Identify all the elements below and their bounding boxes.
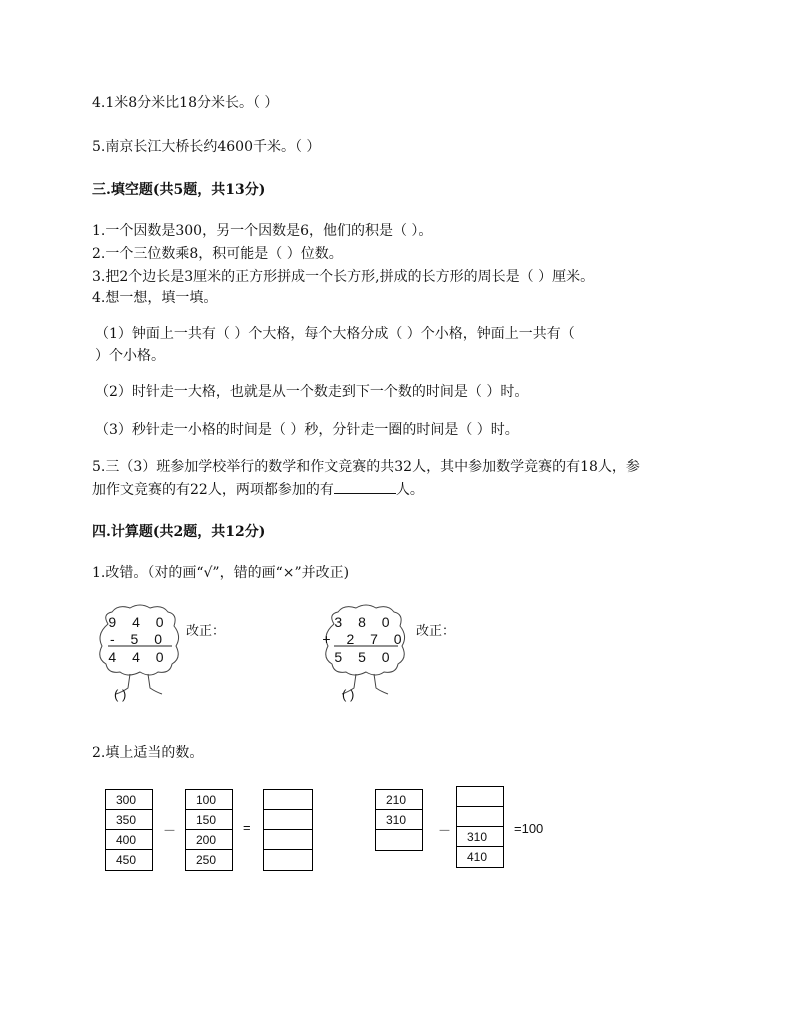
number-cell: 310 xyxy=(457,827,503,847)
fill-question-4: 4.想一想，填一填。 xyxy=(92,290,218,306)
fill-question-5b-text: 加作文竞赛的有22人，两项都参加的有 xyxy=(92,482,334,498)
error-tree-1 xyxy=(96,604,182,704)
answer-cell[interactable] xyxy=(264,850,312,870)
equals-sign: = xyxy=(243,820,251,835)
number-cell: 450 xyxy=(116,853,137,867)
tree2-answer-paren[interactable]: ( ) xyxy=(342,687,355,702)
answer-blank[interactable] xyxy=(334,481,396,494)
answer-cell[interactable] xyxy=(457,787,503,807)
answer-cell[interactable] xyxy=(457,807,503,827)
answer-cell[interactable] xyxy=(264,830,312,850)
fill-question-3: 3.把2个边长是3厘米的正方形拼成一个长方形,拼成的长方形的周长是（ ）厘米。 xyxy=(92,269,595,285)
fill-question-5b-suffix: 人。 xyxy=(395,482,424,498)
fill-question-2: 2.一个三位数乘8，积可能是（ ）位数。 xyxy=(92,246,343,262)
tree2-mid: + 2 7 0 xyxy=(322,631,408,647)
fill-question-5b xyxy=(92,481,424,499)
fill-question-4-3: （3）秒针走一小格的时间是（ ）秒，分针走一圈的时间是（ ）时。 xyxy=(95,422,519,438)
number-cell: 100 xyxy=(186,790,232,810)
judge-question-4: 4.1米8分米比18分米长。（ ） xyxy=(92,95,279,111)
section3-heading: 三.填空题(共5题，共13分) xyxy=(92,182,266,198)
answer-column-1[interactable] xyxy=(263,789,313,871)
tree2-bottom: 5 5 0 xyxy=(334,649,396,665)
number-column-2 xyxy=(185,789,233,871)
fill-question-5a: 5.三（3）班参加学校举行的数学和作文竞赛的共32人，其中参加数学竞赛的有18人，参 xyxy=(92,459,640,475)
number-column-1 xyxy=(105,789,153,871)
tree1-mid: - 5 0 xyxy=(109,631,168,647)
number-cell: 250 xyxy=(196,853,217,867)
minus-sign-2: － xyxy=(438,823,452,838)
equals-result: =100 xyxy=(514,821,544,836)
section4-heading: 四.计算题(共2题，共12分) xyxy=(92,524,266,540)
number-column-4 xyxy=(375,789,423,851)
fix-label-2: 改正： xyxy=(416,624,456,639)
fill-question-4-2: （2）时针走一大格，也就是从一个数走到下一个数的时间是（ ）时。 xyxy=(95,384,529,400)
tree1-answer-paren[interactable]: ( ) xyxy=(114,687,127,702)
number-cell: 350 xyxy=(106,810,152,830)
error-tree-2 xyxy=(322,604,408,704)
number-cell: 310 xyxy=(376,810,422,830)
number-cell: 300 xyxy=(106,790,152,810)
fix-label-1: 改正： xyxy=(186,624,226,639)
answer-cell[interactable] xyxy=(264,790,312,810)
answer-cell[interactable] xyxy=(264,810,312,830)
minus-sign-1: － xyxy=(163,823,177,838)
judge-question-5: 5.南京长江大桥长约4600千米。（ ） xyxy=(92,139,321,155)
number-cell: 200 xyxy=(186,830,232,850)
calc-question-2: 2.填上适当的数。 xyxy=(92,745,204,761)
calc-question-1: 1.改错。（对的画“√”，错的画“×”并改正) xyxy=(92,565,350,581)
fill-question-4-1b: ）个小格。 xyxy=(95,348,165,364)
fill-question-4-1a: （1）钟面上一共有（ ）个大格，每个大格分成（ ）个小格，钟面上一共有（ xyxy=(95,326,575,342)
number-cell: 210 xyxy=(376,790,422,810)
tree1-bottom: 4 4 0 xyxy=(108,649,170,665)
number-column-5 xyxy=(456,786,504,868)
tree2-top: 3 8 0 xyxy=(334,614,396,630)
number-cell: 410 xyxy=(467,850,488,864)
answer-cell[interactable] xyxy=(376,830,422,850)
number-cell: 400 xyxy=(106,830,152,850)
number-cell: 150 xyxy=(186,810,232,830)
fill-question-1: 1.一个因数是300，另一个因数是6，他们的积是（ ）。 xyxy=(92,223,433,239)
tree1-top: 9 4 0 xyxy=(108,614,170,630)
